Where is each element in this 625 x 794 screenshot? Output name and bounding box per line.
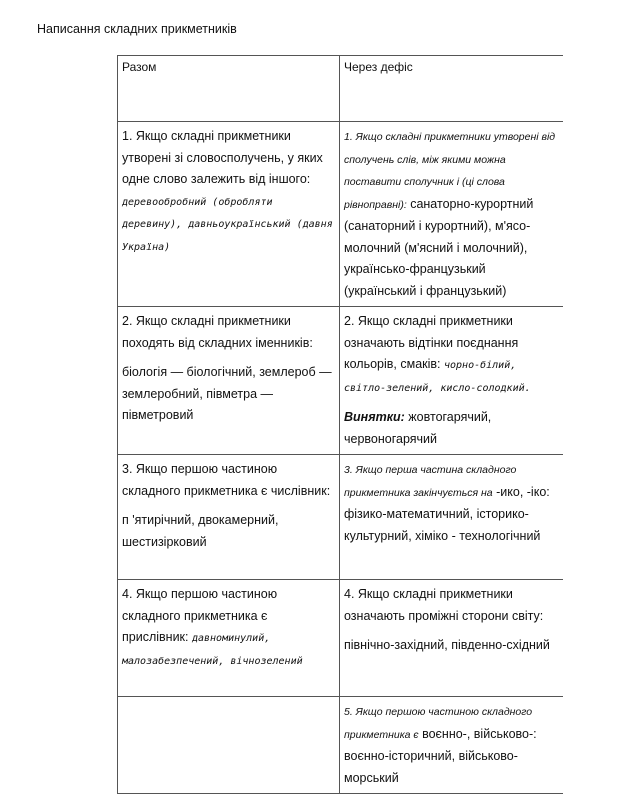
table-row [118, 307, 563, 455]
rule-prefixes: воєнно-, військово-: [418, 726, 537, 741]
rule-cell-together [118, 455, 340, 580]
rule-examples: біологія — біологічний, землероб — землеробний, півметра — півметровий [122, 365, 332, 422]
rule-cell-hyphen [340, 122, 563, 307]
rule-examples: чорно-білий, світло-зелений, кисло-солодкий. [344, 360, 531, 394]
exceptions-text: жовтогарячий, червоногарячий [344, 410, 492, 446]
rule-text: 3. Якщо першою частиною складного прикметника є числівник: [122, 462, 331, 498]
header-cell-hyphen: Через дефіс [340, 56, 563, 122]
rule-text: 2. Якщо складні прикметники означають відтінки поєднання кольорів, смаків: [344, 314, 519, 371]
rule-text: 1. Якщо складні прикметники утворені від сполучень слів, між якими можна поставити сполучник і (ці слова рівноправні): [344, 131, 556, 211]
table-row [118, 580, 563, 697]
rule-examples: п 'ятирічний, двокамерний, шестизірковий [122, 513, 279, 549]
rule-examples: деревообробний (обробляти деревину), давньоукраїнський (давня Україна) [122, 196, 333, 253]
rule-text: 5. Якщо першою частиною складного прикметника є [344, 706, 533, 741]
rule-cell-hyphen [340, 455, 563, 580]
rule-text: 1. Якщо складні прикметники утворені зі словосполучень, у яких одне слово залежить від іншого: [122, 129, 323, 186]
rule-text: 2. Якщо складні прикметники походять від складних іменників: [122, 314, 313, 350]
rules-table [117, 55, 563, 794]
rule-text: 4. Якщо першою частиною складного прикметника є прислівник: [122, 587, 278, 644]
rule-examples: воєнно-історичний, військово-морський [344, 749, 518, 785]
rule-cell-together [118, 122, 340, 307]
rule-cell-together [118, 580, 340, 697]
table-row [118, 697, 563, 794]
table-header-row [118, 56, 563, 122]
rule-cell-hyphen [340, 697, 563, 794]
exceptions-label: Винятки: [344, 410, 405, 424]
table-row [118, 455, 563, 580]
rule-examples: давноминулий, малозабезпечений, вічнозелений [122, 633, 303, 667]
header-cell-together: Разом [118, 56, 340, 122]
rule-examples: санаторно-курортний (санаторний і курортний), м'ясо-молочний (м'ясний і молочний), українсько-французький (український і французький) [344, 196, 534, 298]
table-row [118, 122, 563, 307]
rule-cell-together [118, 307, 340, 455]
rule-cell-hyphen [340, 307, 563, 455]
rule-text: 3. Якщо перша частина складного прикметника закінчується на [344, 464, 517, 499]
rule-examples: північно-західний, південно-східний [344, 638, 550, 652]
rule-examples: фізико-математичний, історико-культурний, хіміко - технологічний [344, 507, 541, 543]
rule-suffixes: -ико, -іко: [492, 484, 550, 499]
rule-text: 4. Якщо складні прикметники означають проміжні сторони світу: [344, 587, 544, 623]
empty-cell [118, 697, 340, 794]
rule-cell-hyphen [340, 580, 563, 697]
page-title: Написання складних прикметників [37, 22, 237, 36]
